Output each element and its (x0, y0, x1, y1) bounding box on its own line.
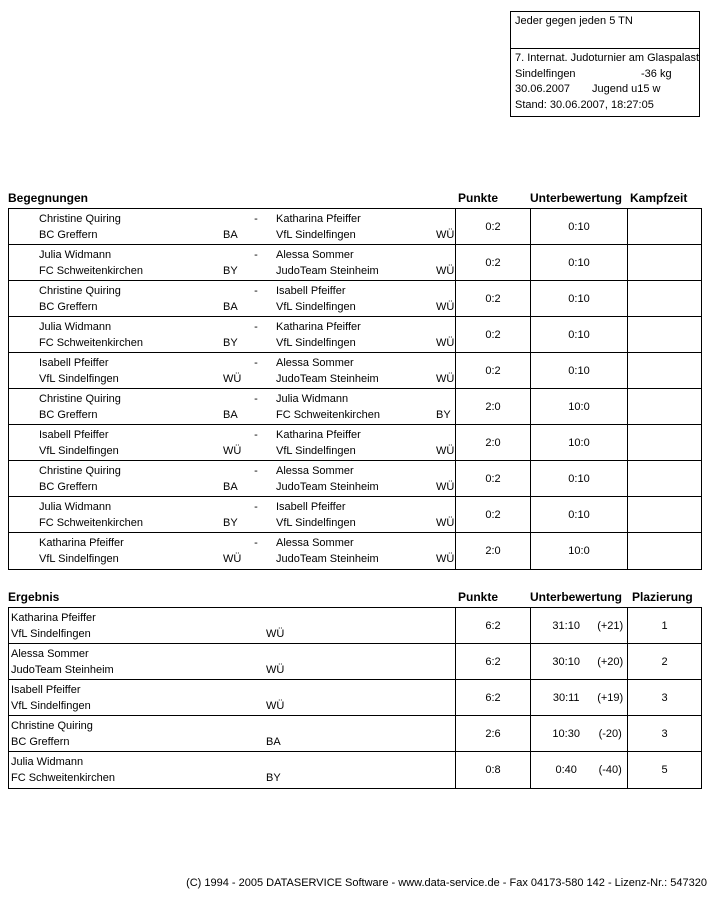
fighter2-name: Katharina Pfeiffer (276, 213, 361, 225)
match-fighters (9, 317, 456, 352)
fighter2-club: JudoTeam Steinheim (276, 481, 379, 493)
vs-separator: - (254, 501, 258, 513)
match-kampfzeit (628, 389, 701, 424)
tournament-location: Sindelfingen (515, 67, 576, 80)
match-unterbewertung: 10:0 (531, 533, 628, 569)
fighter2-name: Isabell Pfeiffer (276, 501, 346, 513)
result-fighter (9, 608, 456, 643)
fighter1-name: Christine Quiring (39, 393, 121, 405)
result-unterbewertung-score: 31:10 (552, 619, 580, 632)
fighter1-club: BC Greffern (39, 409, 98, 421)
result-unterbewertung (531, 716, 628, 751)
result-plazierung: 1 (661, 619, 668, 632)
result-plazierung: 5 (661, 764, 668, 776)
fighter2-state: WÜ (436, 445, 455, 457)
tournament-date: 30.06.2007 (515, 83, 571, 95)
fighter1-name: Isabell Pfeiffer (39, 357, 109, 369)
fighter1-state: BA (223, 229, 238, 241)
fighter1-club: VfL Sindelfingen (39, 373, 119, 385)
result-unterbewertung-score: 30:10 (552, 655, 580, 668)
fighter2-state: WÜ (436, 517, 455, 529)
fighter1-state: BY (223, 337, 238, 349)
table-row (9, 716, 701, 752)
match-punkte: 0:2 (456, 281, 531, 316)
result-fighter-state: WÜ (266, 664, 285, 676)
result-fighter-name: Isabell Pfeiffer (11, 684, 81, 696)
fighter2-club: JudoTeam Steinheim (276, 373, 379, 385)
result-fighter-state: BY (266, 772, 281, 784)
vs-separator: - (254, 537, 258, 549)
table-row (9, 533, 701, 569)
result-fighter-club: BC Greffern (11, 736, 70, 748)
fighter2-state: WÜ (436, 481, 455, 493)
match-fighters (9, 533, 456, 569)
fighter2-club: JudoTeam Steinheim (276, 265, 379, 277)
table-row (9, 353, 701, 389)
result-unterbewertung-diff: (-20) (598, 727, 622, 740)
result-punkte: 0:8 (456, 752, 531, 788)
vs-separator: - (254, 249, 258, 261)
match-kampfzeit (628, 245, 701, 280)
table-row (9, 425, 701, 461)
tournament-info-box (510, 11, 700, 117)
vs-separator: - (254, 429, 258, 441)
result-unterbewertung (531, 680, 628, 715)
weight-class: -36 kg (641, 67, 672, 80)
fighter1-club: BC Greffern (39, 301, 98, 313)
match-fighters (9, 497, 456, 532)
fighter2-state: WÜ (436, 337, 455, 349)
tournament-mode-label: Jeder gegen jeden 5 TN (515, 15, 633, 27)
table-row (9, 317, 701, 353)
match-fighters (9, 281, 456, 316)
fighter1-name: Julia Widmann (39, 501, 112, 513)
result-unterbewertung-score: 30:11 (552, 691, 580, 704)
fighter1-club: BC Greffern (39, 229, 98, 241)
fighter1-club: BC Greffern (39, 481, 98, 493)
result-punkte: 2:6 (456, 716, 531, 751)
table-row (9, 461, 701, 497)
fighter1-club: FC Schweitenkirchen (39, 517, 143, 529)
match-punkte: 0:2 (456, 209, 531, 244)
result-fighter-name: Christine Quiring (11, 720, 93, 732)
match-kampfzeit (628, 533, 701, 569)
fighter2-club: FC Schweitenkirchen (276, 409, 380, 421)
result-fighter (9, 752, 456, 788)
result-fighter (9, 716, 456, 751)
result-fighter-state: BA (266, 736, 281, 748)
fighter2-state: WÜ (436, 301, 455, 313)
table-row (9, 281, 701, 317)
result-unterbewertung-score: 0:40 (555, 764, 577, 776)
table-row (9, 497, 701, 533)
matches-col-punkte: Punkte (458, 191, 499, 205)
match-punkte: 2:0 (456, 389, 531, 424)
fighter1-club: VfL Sindelfingen (39, 445, 119, 457)
results-col-plazierung: Plazierung (632, 590, 693, 604)
fighter1-state: WÜ (223, 373, 242, 385)
match-kampfzeit (628, 425, 701, 460)
result-punkte: 6:2 (456, 680, 531, 715)
results-section-title: Ergebnis (8, 590, 60, 604)
result-fighter-club: VfL Sindelfingen (11, 628, 91, 640)
match-unterbewertung: 0:10 (531, 461, 628, 496)
match-kampfzeit (628, 281, 701, 316)
matches-col-kampfzeit: Kampfzeit (630, 191, 688, 205)
result-plazierung: 2 (661, 655, 668, 668)
fighter2-state: WÜ (436, 229, 455, 241)
fighter1-club: VfL Sindelfingen (39, 553, 119, 565)
result-unterbewertung-score: 10:30 (552, 727, 580, 740)
result-punkte: 6:2 (456, 644, 531, 679)
table-row (9, 209, 701, 245)
result-unterbewertung (531, 752, 628, 788)
fighter2-name: Katharina Pfeiffer (276, 429, 361, 441)
table-row (9, 680, 701, 716)
results-col-unterbewertung: Unterbewertung (530, 590, 623, 604)
result-unterbewertung (531, 644, 628, 679)
fighter1-state: WÜ (223, 445, 242, 457)
fighter2-name: Isabell Pfeiffer (276, 285, 346, 297)
fighter1-name: Katharina Pfeiffer (39, 537, 124, 549)
result-unterbewertung-diff: (+21) (597, 619, 624, 632)
result-plazierung: 3 (661, 727, 668, 740)
result-fighter (9, 680, 456, 715)
results-header-row (0, 590, 710, 606)
match-unterbewertung: 10:0 (531, 389, 628, 424)
matches-col-unterbewertung: Unterbewertung (530, 191, 623, 205)
vs-separator: - (254, 321, 258, 333)
fighter1-state: BA (223, 481, 238, 493)
match-punkte: 2:0 (456, 425, 531, 460)
match-kampfzeit (628, 461, 701, 496)
match-kampfzeit (628, 209, 701, 244)
fighter2-name: Alessa Sommer (276, 537, 354, 549)
fighter1-name: Christine Quiring (39, 465, 121, 477)
fighter1-state: BA (223, 409, 238, 421)
result-fighter-state: WÜ (266, 700, 285, 712)
table-row (9, 752, 701, 788)
match-unterbewertung: 0:10 (531, 497, 628, 532)
match-kampfzeit (628, 317, 701, 352)
vs-separator: - (254, 465, 258, 477)
fighter2-club: JudoTeam Steinheim (276, 553, 379, 565)
fighter2-name: Alessa Sommer (276, 249, 354, 261)
tournament-name: 7. Internat. Judoturnier am Glaspalast (515, 52, 700, 64)
fighter1-name: Christine Quiring (39, 213, 121, 225)
result-punkte: 6:2 (456, 608, 531, 643)
result-unterbewertung (531, 608, 628, 643)
match-punkte: 2:0 (456, 533, 531, 569)
match-punkte: 0:2 (456, 245, 531, 280)
fighter2-name: Julia Widmann (276, 393, 349, 405)
match-punkte: 0:2 (456, 461, 531, 496)
match-punkte: 0:2 (456, 497, 531, 532)
match-fighters (9, 353, 456, 388)
table-row (9, 245, 701, 281)
result-unterbewertung-diff: (-40) (598, 764, 622, 776)
matches-section-title: Begegnungen (8, 191, 88, 205)
result-unterbewertung-diff: (+20) (597, 655, 624, 668)
fighter1-name: Julia Widmann (39, 249, 112, 261)
fighter2-name: Alessa Sommer (276, 357, 354, 369)
fighter1-name: Christine Quiring (39, 285, 121, 297)
fighter1-state: BY (223, 517, 238, 529)
fighter2-club: VfL Sindelfingen (276, 337, 356, 349)
age-group: Jugend u15 w (592, 83, 661, 95)
match-punkte: 0:2 (456, 353, 531, 388)
table-row (9, 389, 701, 425)
table-row (9, 608, 701, 644)
fighter1-state: BY (223, 265, 238, 277)
match-fighters (9, 245, 456, 280)
match-punkte: 0:2 (456, 317, 531, 352)
match-unterbewertung: 0:10 (531, 353, 628, 388)
fighter1-name: Julia Widmann (39, 321, 112, 333)
fighter1-state: WÜ (223, 553, 242, 565)
result-plazierung: 3 (661, 691, 668, 704)
fighter2-name: Alessa Sommer (276, 465, 354, 477)
match-fighters (9, 209, 456, 244)
result-fighter (9, 644, 456, 679)
fighter2-state: WÜ (436, 373, 455, 385)
results-table (8, 607, 702, 789)
fighter2-club: VfL Sindelfingen (276, 445, 356, 457)
result-fighter-name: Alessa Sommer (11, 648, 89, 660)
result-fighter-name: Katharina Pfeiffer (11, 612, 96, 624)
footer-copyright: (C) 1994 - 2005 DATASERVICE Software - www.data-service.de - Fax 04173-580 142 - Lizenz-Nr.: 547320 (186, 877, 707, 889)
fighter1-state: BA (223, 301, 238, 313)
fighter2-club: VfL Sindelfingen (276, 229, 356, 241)
match-unterbewertung: 0:10 (531, 209, 628, 244)
fighter2-state: WÜ (436, 265, 455, 277)
matches-table (8, 208, 702, 570)
result-fighter-name: Julia Widmann (11, 756, 84, 768)
vs-separator: - (254, 213, 258, 225)
fighter1-name: Isabell Pfeiffer (39, 429, 109, 441)
fighter2-club: VfL Sindelfingen (276, 301, 356, 313)
result-fighter-state: WÜ (266, 628, 285, 640)
stand-timestamp: Stand: 30.06.2007, 18:27:05 (515, 98, 654, 111)
table-row (9, 644, 701, 680)
results-col-punkte: Punkte (458, 590, 499, 604)
fighter1-club: FC Schweitenkirchen (39, 337, 143, 349)
match-fighters (9, 425, 456, 460)
result-fighter-club: FC Schweitenkirchen (11, 772, 115, 784)
result-unterbewertung-diff: (+19) (597, 691, 624, 704)
match-fighters (9, 389, 456, 424)
match-kampfzeit (628, 353, 701, 388)
match-fighters (9, 461, 456, 496)
match-unterbewertung: 10:0 (531, 425, 628, 460)
vs-separator: - (254, 357, 258, 369)
vs-separator: - (254, 393, 258, 405)
fighter2-state: WÜ (436, 553, 455, 565)
match-kampfzeit (628, 497, 701, 532)
fighter1-club: FC Schweitenkirchen (39, 265, 143, 277)
fighter2-state: BY (436, 409, 451, 421)
match-unterbewertung: 0:10 (531, 281, 628, 316)
fighter2-club: VfL Sindelfingen (276, 517, 356, 529)
fighter2-name: Katharina Pfeiffer (276, 321, 361, 333)
matches-header-row (0, 191, 710, 207)
match-unterbewertung: 0:10 (531, 317, 628, 352)
result-fighter-club: JudoTeam Steinheim (11, 664, 114, 676)
vs-separator: - (254, 285, 258, 297)
result-fighter-club: VfL Sindelfingen (11, 700, 91, 712)
match-unterbewertung: 0:10 (531, 245, 628, 280)
